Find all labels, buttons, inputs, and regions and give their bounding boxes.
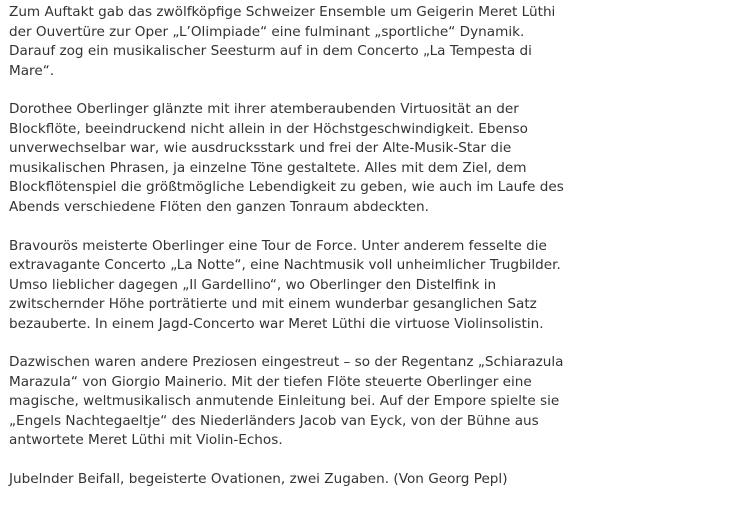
- article-paragraph-2: Dorothee Oberlinger glänzte mit ihrer atemberaubenden Virtuosität an der Blockflöte, beeindruckend nicht allein in der Höchstgeschwindigkeit. Ebenso unverwechselbar war, wie ausdrucksstark und frei der Alte-Musik-Star die musikalischen Phrasen, ja einzelne Töne gestaltete. Alles mit dem Ziel, dem Blockflötenspiel die größtmögliche Lebendigkeit zu geben, wie auch im Laufe des Abends verschiedene Flöten den ganzen Tonraum abdeckten.: [9, 101, 564, 215]
- article-paragraph-4: Dazwischen waren andere Preziosen eingestreut – so der Regentanz „Schiarazula Marazula“ von Giorgio Mainerio. Mit der tiefen Flöte steuerte Oberlinger eine magische, weltmusikalisch anmutende Einleitung bei. Auf der Empore spielte sie „Engels Nachtegaeltje“ des Niederländers Jacob van Eyck, von der Bühne aus antwortete Meret Lüthi mit Violin-Echos.: [9, 354, 564, 449]
- article-body: [9, 3, 564, 509]
- article-paragraph-5-closing: Jubelnder Beifall, begeisterte Ovationen, zwei Zugaben. (Von Georg Pepl): [9, 471, 508, 488]
- article-paragraph-1: Zum Auftakt gab das zwölfköpfige Schweizer Ensemble um Geigerin Meret Lüthi der Ouvertüre zur Oper „L’Olimpiade“ eine fulminant „sportliche“ Dynamik. Darauf zog ein musikalischer Seesturm auf in dem Concerto „La Tempesta di Mare“.: [9, 4, 556, 79]
- article-paragraph-3: Bravourös meisterte Oberlinger eine Tour de Force. Unter anderem fesselte die extravagante Concerto „La Notte“, eine Nachtmusik voll unheimlicher Trugbilder. Umso lieblicher dagegen „Il Gardellino“, wo Oberlinger den Distelfink in zwitschernder Höhe porträtierte und mit einem wunderbar gesanglichen Satz bezauberte. In einem Jagd-Concerto war Meret Lüthi die virtuose Violinsolistin.: [9, 237, 561, 332]
